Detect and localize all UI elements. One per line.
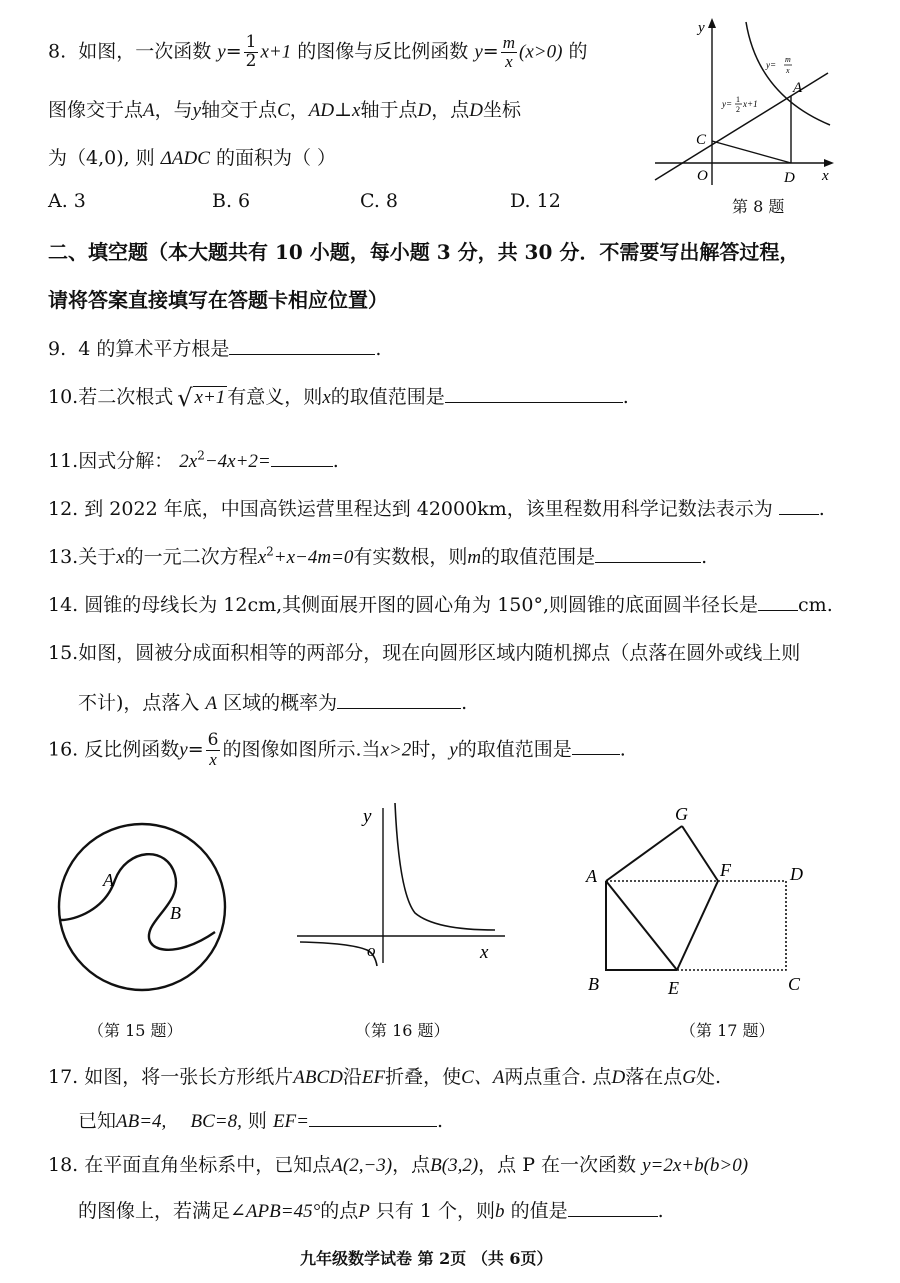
q8-option-c: C. 8 <box>360 190 398 212</box>
fig8-line-label-den: 2 <box>736 105 740 114</box>
fig8-curve-label-y: y= <box>766 60 777 70</box>
fig15-outer-circle <box>59 824 225 990</box>
answer-blank[interactable] <box>309 1108 437 1127</box>
fig8-x-arrow <box>824 159 834 167</box>
fig16-label-o: o <box>367 941 376 960</box>
figure-17-diagram <box>580 800 810 1000</box>
fig8-label-d: D <box>784 170 795 186</box>
answer-blank[interactable] <box>779 496 819 515</box>
fig8-line-label-rest: x+1 <box>743 99 758 109</box>
q14: 14. 圆锥的母线长为 12cm,其侧面展开图的圆心角为 150°,则圆锥的底面圆半径长是 cm. <box>48 594 833 616</box>
fig8-label-c: C <box>696 132 707 148</box>
q13: 13.关于x的一元二次方程$x^2+x-4m=0$有实数根，则m的取值范围是 . <box>48 544 708 568</box>
fraction-half: $\frac{1}{2}$ <box>245 32 257 71</box>
fig17-segment-AG <box>606 826 682 881</box>
fig17-segment-AE <box>606 881 677 970</box>
q16: 16. 反比例函数y= $\frac{6}{x}$ 的图像如图所示.当x>2时，y的取值范围是 . <box>48 730 626 769</box>
fig8-line-label-y: y= <box>722 99 733 109</box>
fig16-branch-q3 <box>300 942 377 966</box>
q8-option-d: D. 12 <box>510 190 561 212</box>
figure-17-caption: （第 17 题） <box>680 1021 775 1040</box>
q18-line2: 的图像上，若满足∠APB=45°的点P 只有 1 个，则b 的值是 . <box>78 1200 664 1222</box>
q11: 11.因式分解： $2x^2-4x+2=$ . <box>48 448 339 472</box>
fig17-label-d: D <box>790 864 803 884</box>
fig17-label-f: F <box>720 860 731 880</box>
fig15-label-b: B <box>170 903 181 923</box>
answer-blank[interactable] <box>337 690 461 709</box>
fraction-6-over-x: $\frac{6}{x}$ <box>207 730 219 769</box>
answer-blank[interactable] <box>595 544 701 563</box>
q8-line1: 8. 如图，一次函数 y= $\frac{1}{2}$ x+1 的图像与反比例函数 y= $\frac{m}{x}$ (x>0) 的 <box>48 32 588 71</box>
fig16-label-y: y <box>363 806 372 827</box>
fig8-curve-label-m: m <box>785 55 791 64</box>
answer-blank[interactable] <box>568 1198 658 1217</box>
fig8-curve-label-x: x <box>786 66 790 75</box>
figure-8-caption: 第 8 题 <box>732 197 785 216</box>
section-2-header-line1: 二、填空题（本大题共有 10 小题，每小题 3 分，共 30 分．不需要写出解答过程， <box>48 240 800 264</box>
radical-sign: √ <box>177 384 193 412</box>
fig17-dotted-FDCE <box>677 881 786 970</box>
q9: 9. 4 的算术平方根是 . <box>48 338 382 360</box>
q15-line1: 15.如图，圆被分成面积相等的两部分，现在向圆形区域内随机掷点（点落在圆外或线上则 <box>48 642 801 664</box>
fig17-label-c: C <box>788 974 801 994</box>
fig17-label-b: B <box>588 974 599 994</box>
figure-15-circle <box>55 820 230 995</box>
fig15-dividing-curve <box>61 854 215 950</box>
answer-blank[interactable] <box>445 384 623 403</box>
answer-blank[interactable] <box>572 736 620 755</box>
fig16-branch-q1 <box>395 803 495 930</box>
figure-16-graph <box>295 798 510 968</box>
page-footer: 九年级数学试卷 第 2页 （共 6页） <box>300 1249 553 1268</box>
fig8-label-y: y <box>698 20 705 36</box>
fraction-m-over-x: $\frac{m}{x}$ <box>502 33 515 71</box>
q8-line2: 图像交于点A，与y轴交于点C，AD⊥x轴于点D，点D坐标 <box>48 99 521 121</box>
q18-line1: 18. 在平面直角坐标系中，已知点A(2,−3)，点B(3,2)，点 P 在一次函数 y=2x+b(b>0) <box>48 1154 749 1176</box>
answer-blank[interactable] <box>229 336 375 355</box>
fig8-label-o: O <box>697 168 708 184</box>
answer-blank[interactable] <box>758 592 798 611</box>
figure-8-graph <box>650 10 840 190</box>
figure-15-caption: （第 15 题） <box>88 1021 183 1040</box>
figure-16-caption: （第 16 题） <box>355 1021 450 1040</box>
fig8-label-x: x <box>822 168 829 184</box>
fig16-label-x: x <box>480 942 489 963</box>
answer-blank[interactable] <box>271 448 333 467</box>
q10: 10.若二次根式 √ x+1 有意义，则x的取值范围是 . <box>48 384 629 412</box>
fig17-label-a: A <box>586 866 597 886</box>
fig8-y-arrow <box>708 18 716 28</box>
q8-option-a: A. 3 <box>48 190 86 212</box>
fig8-label-a: A <box>793 80 803 96</box>
fig17-label-g: G <box>675 804 688 824</box>
section-2-header-line2: 请将答案直接填写在答题卡相应位置） <box>48 288 388 312</box>
q12: 12. 到 2022 年底，中国高铁运营里程达到 42000km，该里程数用科学记数法表示为 . <box>48 498 825 520</box>
q15-line2: 不计)，点落入 A 区域的概率为 . <box>78 692 468 714</box>
fig17-segment-EF <box>677 881 718 970</box>
q8-line3: 为（4,0), 则 ΔADC 的面积为（ ） <box>48 147 337 169</box>
fig8-CD-segment <box>712 141 791 163</box>
q8-option-b: B. 6 <box>212 190 251 212</box>
q17-line1: 17. 如图，将一张长方形纸片ABCD沿EF折叠，使C、A两点重合. 点D落在点G处. <box>48 1066 722 1088</box>
fig8-line-label-num: 1 <box>736 95 740 104</box>
fig15-label-a: A <box>103 870 114 890</box>
q17-line2: 已知AB=4, BC=8, 则 EF= . <box>78 1110 444 1132</box>
fig17-segment-GF <box>682 826 718 881</box>
fig17-label-e: E <box>668 978 679 998</box>
